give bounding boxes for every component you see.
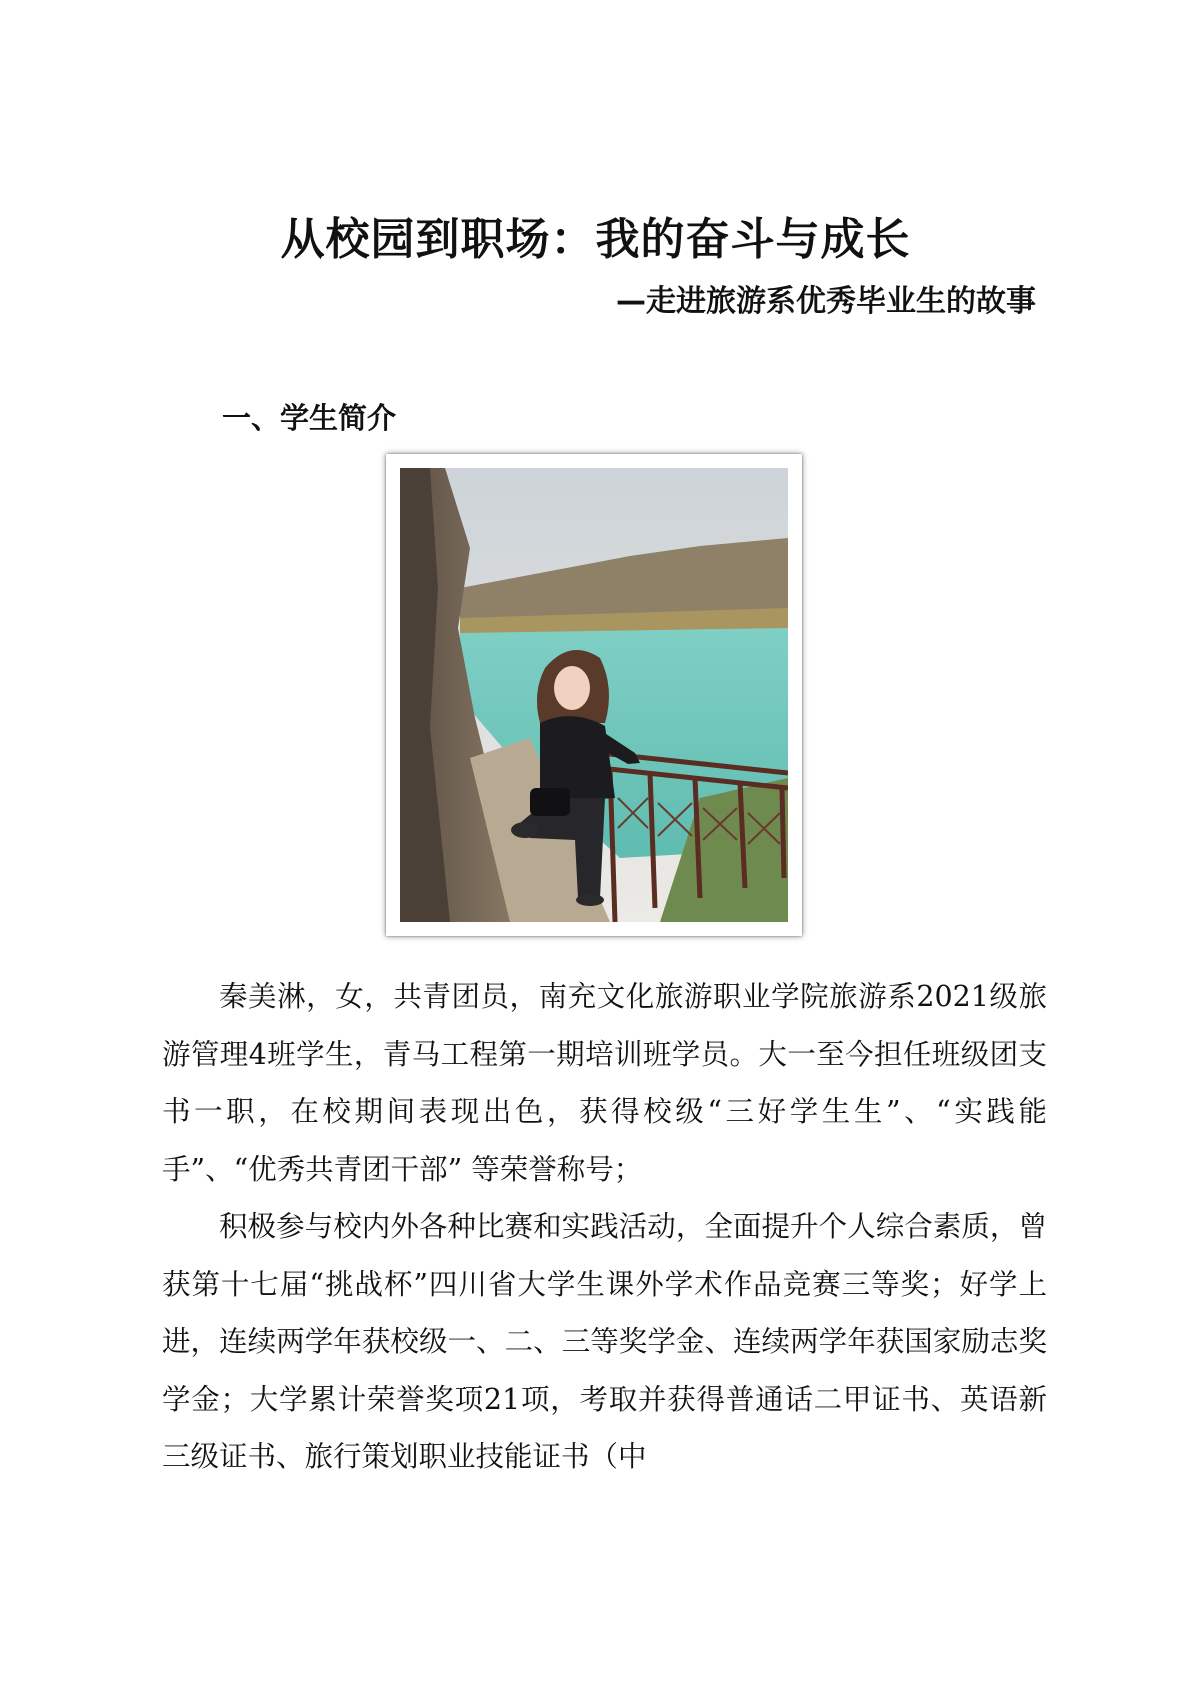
photo-person-shoe-2 [576,894,604,906]
page-title: 从校园到职场：我的奋斗与成长 [280,214,911,265]
section-heading-student-intro: 一、学生简介 [222,401,397,435]
paragraph-intro-2: 积极参与校内外各种比赛和实践活动，全面提升个人综合素质，曾获第十七届“挑战杯”四川省大学生课外学术作品竞赛三等奖；好学上进，连续两学年获校级一、二、三等奖学金、连续两学年获国家励志奖学金；大学累计荣誉奖项21项，考取并获得普通话二甲证书、英语新三级证书、旅行策划职业技能证书（中 [162,1210,1047,1473]
student-photo-icon [400,468,788,922]
photo-person-face [554,666,590,710]
photo-person-shoe [511,822,539,838]
student-photo-frame [386,454,802,936]
paragraph-intro-1: 秦美淋，女，共青团员，南充文化旅游职业学院旅游系2021级旅游管理4班学生，青马工程第一期培训班学员。大一至今担任班级团支书一职，在校期间表现出色，获得校级“三好学生生”、“实践能手”、“优秀共青团干部” 等荣誉称号； [162,980,1047,1186]
page-subtitle: —走进旅游系优秀毕业生的故事 [616,284,1036,319]
student-intro-body [162,968,1047,1486]
photo-person-bag [530,788,570,816]
